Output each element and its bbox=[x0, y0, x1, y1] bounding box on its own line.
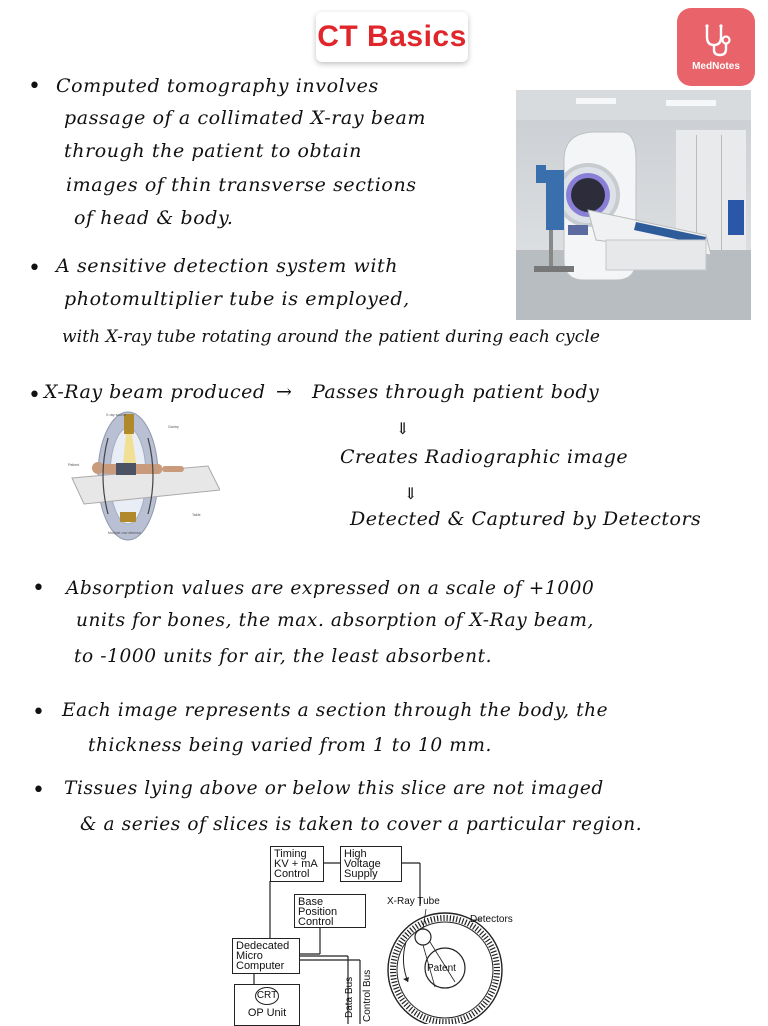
down-arrow-1: ⇓ bbox=[396, 419, 410, 438]
section4-line-1: Absorption values are expressed on a scale of +1000 bbox=[66, 578, 595, 599]
crt-op-unit-box bbox=[234, 984, 300, 1026]
xray-tube-label: X-Ray Tube bbox=[387, 896, 440, 907]
section6-line-1: Tissues lying above or below this slice are not imaged bbox=[64, 778, 604, 799]
label-xray-source: X-ray source bbox=[106, 413, 127, 417]
mednotes-logo bbox=[677, 8, 755, 86]
detectors-label: Detectors bbox=[470, 914, 513, 925]
page-title-text: CT Basics bbox=[317, 20, 467, 53]
label-table: Table bbox=[192, 513, 201, 517]
ct-gantry-illustration bbox=[68, 408, 220, 546]
high-voltage-box bbox=[340, 846, 402, 882]
high-voltage-label: High Voltage Supply bbox=[344, 848, 381, 880]
crt-label: CRT bbox=[255, 987, 279, 1005]
data-bus-label: Data Bus bbox=[344, 976, 355, 1018]
bullet-3: • bbox=[28, 383, 41, 408]
section4-line-3: to -1000 units for air, the least absorbent. bbox=[74, 646, 493, 667]
micro-computer-box bbox=[232, 938, 300, 974]
bullet-1: • bbox=[28, 74, 41, 99]
bullet-5: • bbox=[32, 700, 45, 725]
section1-line-5: of head & body. bbox=[74, 207, 234, 229]
timing-control-label: Timing KV + mA Control bbox=[274, 848, 318, 880]
page-title bbox=[316, 12, 468, 62]
section5-line-1: Each image represents a section through the body, the bbox=[62, 700, 609, 721]
section1-line-3: through the patient to obtain bbox=[64, 140, 362, 162]
section5-line-2: thickness being varied from 1 to 10 mm. bbox=[88, 735, 492, 756]
arrow-right: → bbox=[276, 381, 293, 403]
section4-line-2: units for bones, the max. absorption of X-Ray beam, bbox=[76, 610, 594, 631]
section1-line-2: passage of a collimated X-ray beam bbox=[64, 107, 426, 129]
base-position-label: Base Position Control bbox=[298, 896, 338, 928]
section2-line-1: A sensitive detection system with bbox=[56, 255, 399, 277]
bullet-2: • bbox=[28, 256, 41, 281]
base-position-box bbox=[294, 894, 366, 928]
label-gantry: Gantry bbox=[168, 425, 179, 429]
patent-label: Patent bbox=[427, 963, 456, 974]
ct-block-diagram bbox=[230, 842, 530, 1024]
section1-line-1: Computed tomography involves bbox=[56, 75, 379, 97]
ct-scanner-photo bbox=[516, 90, 751, 320]
creates-text: Creates Radiographic image bbox=[340, 446, 629, 468]
section2-line-2: photomultiplier tube is employed, bbox=[64, 288, 410, 310]
micro-computer-label: Dedecated Micro Computer bbox=[236, 940, 290, 972]
passes-text: Passes through patient body bbox=[312, 381, 600, 403]
label-detector: Multiple-row detector bbox=[108, 531, 142, 535]
section2-line-3: with X-ray tube rotating around the patient during each cycle bbox=[62, 327, 601, 347]
detected-text: Detected & Captured by Detectors bbox=[350, 508, 702, 530]
logo-text: MedNotes bbox=[692, 60, 740, 72]
stethoscope-icon bbox=[699, 23, 733, 59]
section6-line-2: & a series of slices is taken to cover a particular region. bbox=[80, 814, 643, 835]
control-bus-label: Control Bus bbox=[362, 969, 373, 1022]
label-patient: Patient bbox=[68, 463, 80, 467]
xray-produced-text: X-Ray beam produced bbox=[44, 381, 266, 403]
op-unit-label: OP Unit bbox=[247, 1007, 287, 1019]
section1-line-4: images of thin transverse sections bbox=[66, 174, 417, 196]
bullet-4: • bbox=[32, 576, 45, 601]
timing-control-box bbox=[270, 846, 324, 882]
down-arrow-2: ⇓ bbox=[404, 484, 418, 503]
bullet-6: • bbox=[32, 778, 45, 803]
